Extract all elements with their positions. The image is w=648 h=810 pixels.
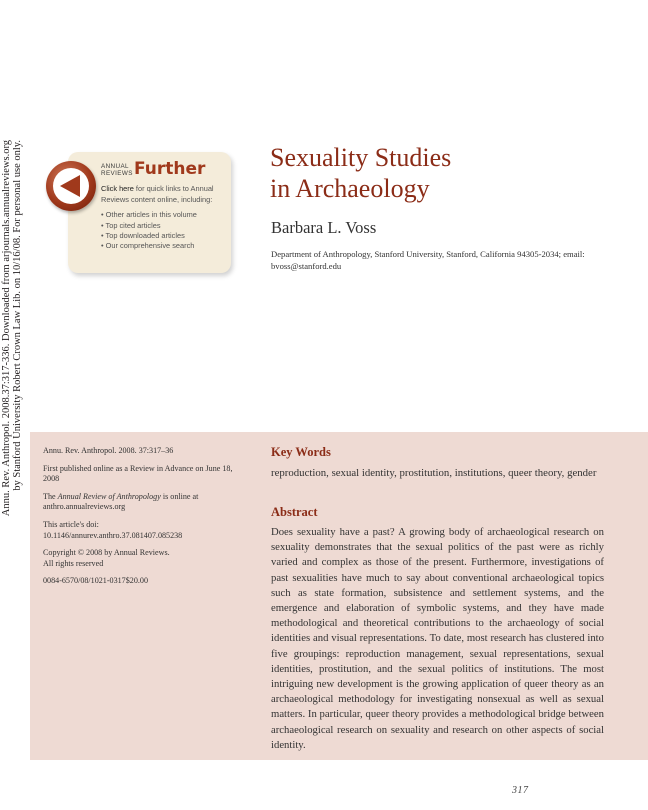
annual-reviews-further-logo (101, 159, 229, 182)
article-title-line-1: Sexuality Studies (270, 143, 452, 172)
click-here-link[interactable]: Click here (101, 184, 134, 193)
download-notice (0, 0, 30, 560)
further-links-list (101, 210, 229, 252)
online-suffix: is online at anthro.annualreviews.org (43, 491, 199, 512)
article-title-line-2: in Archaeology (270, 174, 430, 203)
download-notice-line-2: by Stanford University Robert Crown Law Lib. on 10/16/08. For personal use only. (12, 140, 23, 491)
first-published: First published online as a Review in Advance on June 18, 2008 (43, 463, 233, 484)
further-description (101, 184, 229, 205)
copyright-block (43, 548, 233, 569)
doi-block (43, 520, 233, 541)
back-arrow-glyph (53, 168, 89, 204)
citation: Annu. Rev. Anthropol. 2008. 37:317–36 (43, 446, 174, 455)
online-prefix: The (43, 491, 56, 501)
author-name: Barbara L. Voss (271, 218, 377, 237)
keywords-text: reproduction, sexual identity, prostitution, institutions, queer theory, gender (271, 467, 597, 479)
doi-value[interactable]: 10.1146/annurev.anthro.37.081407.085238 (43, 530, 183, 540)
logo-reviews: REVIEWS (101, 170, 133, 177)
further-card-content (101, 159, 229, 252)
abstract-text: Does sexuality have a past? A growing body of archaeological research on sexuality demonstrates that the sexual politics of the past were as richly varied and complex as those of the present. Furthermore, investigations of past sexualities have much to say about conventional archaeological topics such as state formation, subsistence and settlement systems, and the emergence and elaboration of symbolic systems, and they have made methodological and theoretical contributions to the archaeology of social identities and visual representations. To date, most research has clustered into five groupings: reproduction management, sexual representations, sexual identities, prostitution, and the sexual politics of institutions. The most intriguing new development is the growing application of queer theory as an archaeological methodology for investigating nonsexual as well as sexual matters. In particular, queer theory provides a methodological bridge between archaeological research on sexuality and research on other aspects of social identity. (271, 526, 604, 751)
further-link-other-articles[interactable]: • Other articles in this volume (101, 210, 229, 220)
doi-label: This article's doi: (43, 519, 99, 529)
article-metadata (43, 446, 233, 594)
rights: All rights reserved (43, 558, 104, 568)
copyright: Copyright © 2008 by Annual Reviews. (43, 548, 170, 558)
further-link-top-cited[interactable]: • Top cited articles (101, 221, 229, 231)
further-link-search[interactable]: • Our comprehensive search (101, 241, 229, 251)
further-description-text: for quick links to Annual Reviews content online, including: (101, 184, 214, 204)
page-number: 317 (512, 785, 529, 796)
back-arrow-icon[interactable] (46, 161, 96, 211)
logo-annual: ANNUAL (101, 163, 129, 170)
logo-further: Further (134, 159, 206, 179)
issn: 0084-6570/08/1021-0317$20.00 (43, 576, 148, 586)
download-notice-line-1: Annu. Rev. Anthropol. 2008.37:317-336. Downloaded from arjournals.annualreviews.org (1, 140, 12, 517)
journal-name: Annual Review of Anthropology (57, 491, 161, 501)
article-title (270, 142, 620, 204)
abstract-heading: Abstract (271, 505, 318, 519)
author-affiliation: Department of Anthropology, Stanford University, Stanford, California 94305-2034; email: bvoss@stanford.edu (271, 249, 585, 271)
further-link-top-downloaded[interactable]: • Top downloaded articles (101, 231, 229, 241)
keywords-heading: Key Words (271, 445, 331, 459)
online-note (43, 492, 233, 513)
